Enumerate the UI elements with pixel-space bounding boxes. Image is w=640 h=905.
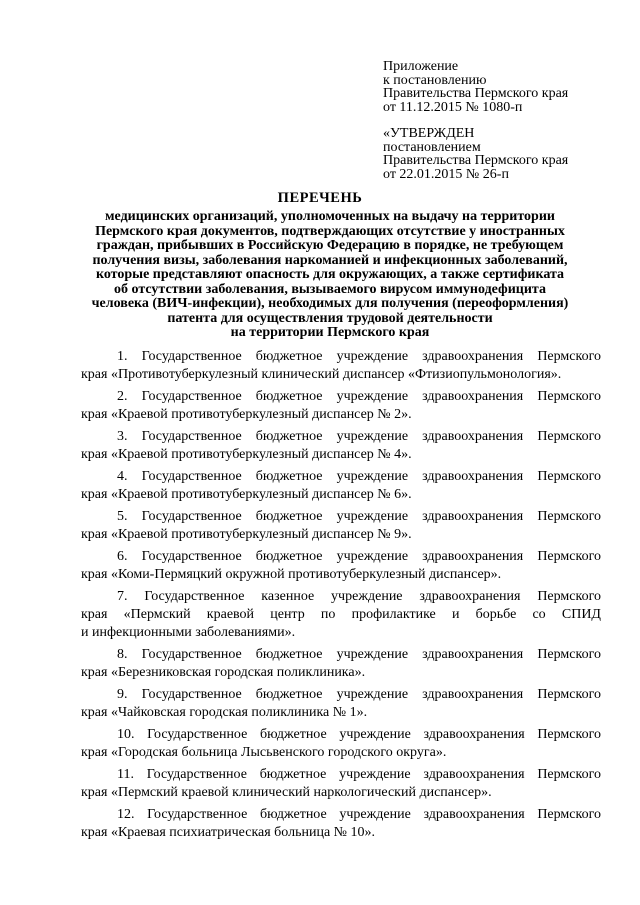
list-item <box>81 428 601 464</box>
subtitle-line: которые представляют опасность для окружающих, а также сертификата <box>95 267 565 282</box>
item-line: 2. Государственное бюджетное учреждение здравоохранения Пермского <box>117 389 601 404</box>
item-line: 9. Государственное бюджетное учреждение здравоохранения Пермского <box>117 687 601 702</box>
item-line: края «Краевая психиатрическая больница № 10». <box>81 825 376 840</box>
subtitle-line: медицинских организаций, уполномоченных на выдачу на территории <box>105 209 555 224</box>
item-line: края «Краевой противотуберкулезный диспансер № 6». <box>81 487 412 502</box>
list-item <box>81 348 601 384</box>
list-item <box>81 646 601 682</box>
item-line: края «Краевой противотуберкулезный диспансер № 4». <box>81 447 412 462</box>
list-item <box>81 766 601 802</box>
item-line: края «Противотуберкулезный клинический диспансер «Фтизиопульмонология». <box>81 367 562 382</box>
appendix-line: от 11.12.2015 № 1080-п <box>383 99 523 115</box>
item-line: 10. Государственное бюджетное учреждение здравоохранения Пермского <box>117 727 601 742</box>
appendix-line: к постановлению <box>383 72 487 88</box>
approved-line: постановлением <box>383 139 481 155</box>
list-item <box>81 686 601 722</box>
list-item <box>81 508 601 544</box>
item-line: 6. Государственное бюджетное учреждение здравоохранения Пермского <box>117 549 601 564</box>
item-line: 1. Государственное бюджетное учреждение здравоохранения Пермского <box>117 349 601 364</box>
approval-block <box>383 60 633 181</box>
approved-line: от 22.01.2015 № 26-п <box>383 166 509 182</box>
document-subtitle <box>60 210 600 341</box>
list-item <box>81 548 601 584</box>
appendix-line: Приложение <box>383 59 459 74</box>
list-item <box>81 588 601 642</box>
subtitle-line: патента для осуществления трудовой деятельности <box>167 310 493 326</box>
document-title: ПЕРЕЧЕНЬ <box>277 190 363 206</box>
item-line: и инфекционными заболеваниями». <box>81 625 296 640</box>
item-line: края «Пермский краевой клинический наркологический диспансер». <box>81 785 492 800</box>
item-line: края «Березниковская городская поликлиника». <box>81 665 366 680</box>
approved-line: «УТВЕРЖДЕН <box>383 126 475 141</box>
item-line: 7. Государственное казенное учреждение здравоохранения Пермского <box>117 589 601 604</box>
subtitle-line: получения визы, заболевания наркоманией и инфекционных заболеваний, <box>92 252 568 268</box>
item-line: 4. Государственное бюджетное учреждение здравоохранения Пермского <box>117 469 601 484</box>
subtitle-line: об отсутствии заболевания, вызываемого вирусом иммунодефицита <box>114 281 546 297</box>
list-item <box>81 388 601 424</box>
subtitle-line: граждан, прибывших в Российскую Федерацию в порядке, не требующем <box>96 238 564 253</box>
item-line: 5. Государственное бюджетное учреждение здравоохранения Пермского <box>117 509 601 524</box>
list-item <box>81 726 601 762</box>
item-line: 11. Государственное бюджетное учреждение здравоохранения Пермского <box>117 767 601 782</box>
item-line: края «Коми-Пермяцкий окружной противотуберкулезный диспансер». <box>81 567 502 582</box>
item-line: края «Краевой противотуберкулезный диспансер № 2». <box>81 407 412 422</box>
appendix-line: Правительства Пермского края <box>383 86 569 101</box>
list-item <box>81 468 601 504</box>
item-line: 3. Государственное бюджетное учреждение здравоохранения Пермского <box>117 429 601 444</box>
organizations-list <box>81 348 601 846</box>
list-item <box>81 806 601 842</box>
item-line: 8. Государственное бюджетное учреждение здравоохранения Пермского <box>117 647 601 662</box>
subtitle-line: человека (ВИЧ-инфекции), необходимых для получения (переоформления) <box>91 296 569 311</box>
item-line: края «Чайковская городская поликлиника № 1». <box>81 705 368 720</box>
approved-line: Правительства Пермского края <box>383 153 569 168</box>
subtitle-line: на территории Пермского края <box>230 325 430 340</box>
item-line: 12. Государственное бюджетное учреждение здравоохранения Пермского <box>117 807 601 822</box>
subtitle-line: Пермского края документов, подтверждающих отсутствие у иностранных <box>95 223 565 239</box>
item-line: края «Пермский краевой центр по профилактике и борьбе со СПИД <box>81 607 601 622</box>
item-line: края «Краевой противотуберкулезный диспансер № 9». <box>81 527 412 542</box>
item-line: края «Городская больница Лысьвенского городского округа». <box>81 745 447 760</box>
